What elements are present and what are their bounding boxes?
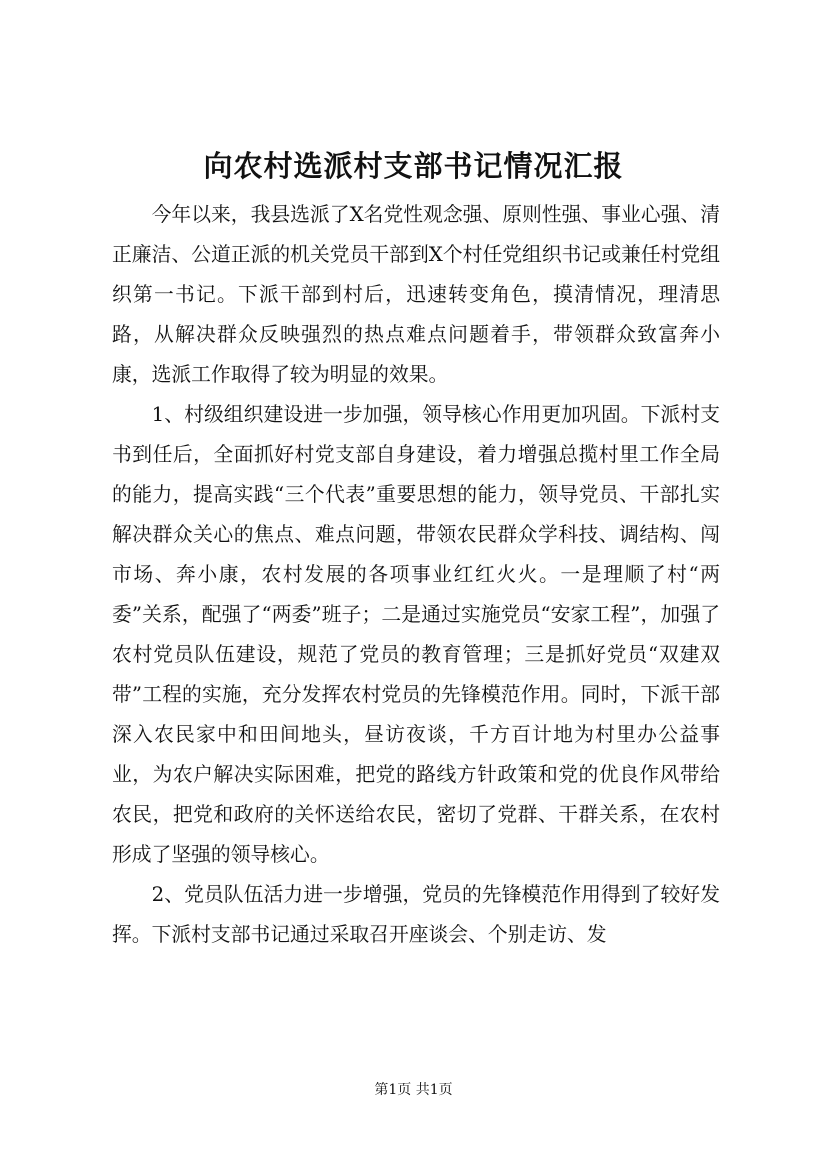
paragraph-intro: 今年以来，我县选派了X名党性观念强、原则性强、事业心强、清正廉洁、公道正派的机关党员干部到X个村任党组织书记或兼任村党组织第一书记。下派干部到村后，迅速转变角色，摸清情况，理清思路，从解决群众反映强烈的热点难点问题着手，带领群众致富奔小康，选派工作取得了较为明显的效果。 [112,203,720,386]
paragraph-section-1: 1、村级组织建设进一步加强，领导核心作用更加巩固。下派村支书到任后，全面抓好村党支部自身建设，着力增强总揽村里工作全局的能力，提高实践“三个代表”重要思想的能力，领导党员、干部扎实解决群众关心的焦点、难点问题，带领农民群众学科技、调结构、闯市场、奔小康，农村发展的各项事业红红火火。一是理顺了村“两委”关系，配强了“两委”班子；二是通过实施党员“安家工程”，加强了农村党员队伍建设，规范了党员的教育管理；三是抓好党员“双建双带”工程的实施，充分发挥农村党员的先锋模范作用。同时，下派干部深入农民家中和田间地头，昼访夜谈，千方百计地为村里办公益事业，为农户解决实际困难，把党的路线方针政策和党的优良作风带给农民，把党和政府的关怀送给农民，密切了党群、干群关系，在农村形成了坚强的领导核心。 [112,403,720,866]
paragraph-section-2: 2、党员队伍活力进一步增强，党员的先锋模范作用得到了较好发挥。下派村支部书记通过采取召开座谈会、个别走访、发 [112,883,720,946]
page-footer: 第1页 共1页 [374,1082,453,1098]
document-body [112,195,720,955]
document-title: 向农村选派村支部书记情况汇报 [203,149,624,183]
